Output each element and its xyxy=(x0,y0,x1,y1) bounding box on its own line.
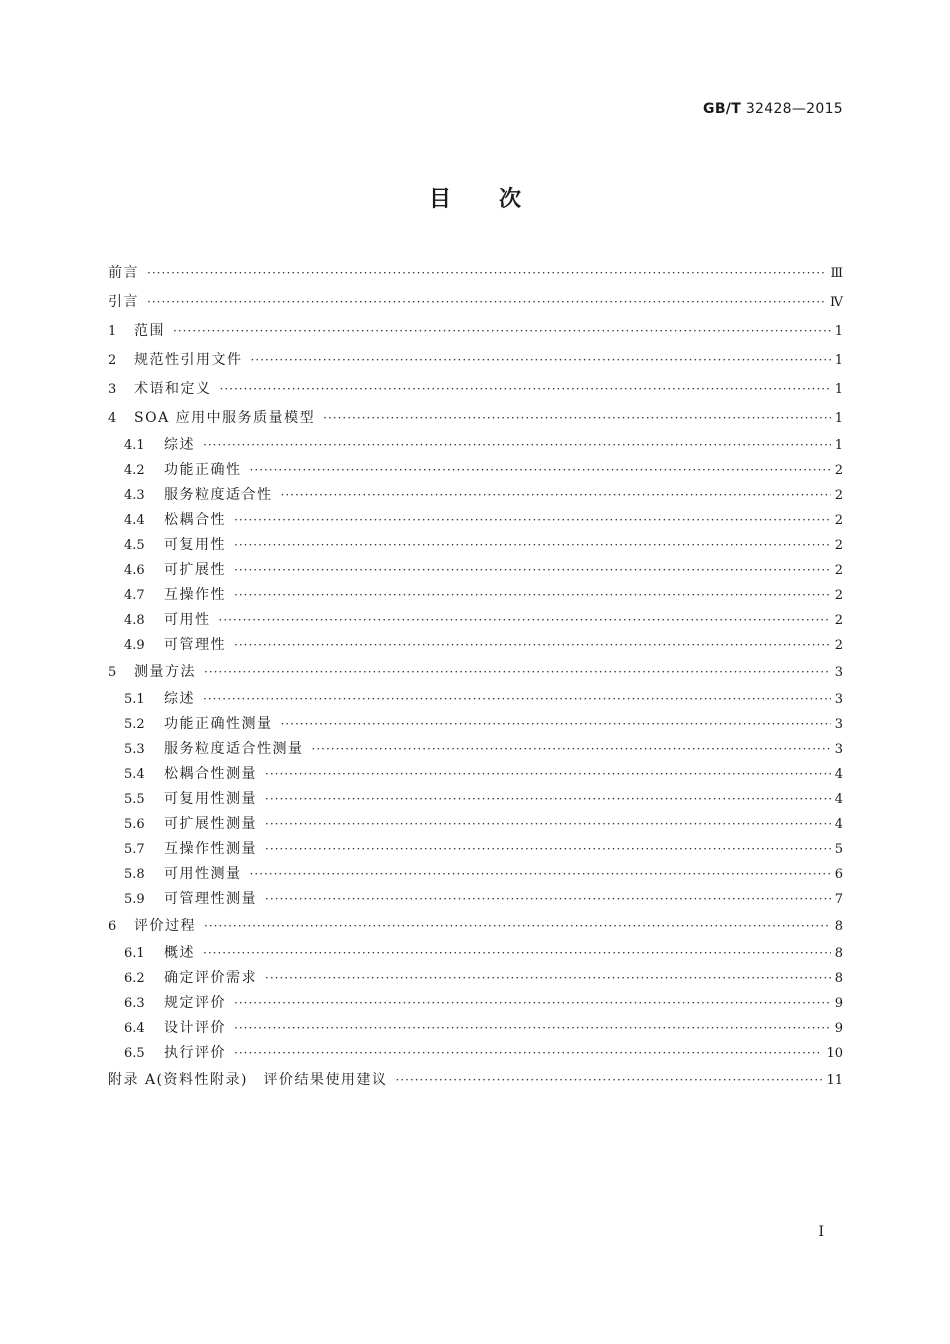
toc-entry-page: 2 xyxy=(834,538,843,553)
toc-leader-dots xyxy=(234,991,831,1016)
toc-entry-label: SOA 应用中服务质量模型 xyxy=(134,410,316,426)
toc-leader-dots xyxy=(204,912,831,941)
toc-entry[interactable] xyxy=(108,787,843,812)
toc-leader-dots xyxy=(265,787,831,812)
toc-entry-page: 1 xyxy=(834,411,843,426)
toc-entry-label: 设计评价 xyxy=(164,1020,226,1036)
toc-entry-page: Ⅳ xyxy=(830,295,843,310)
toc-entry-label: 互操作性 xyxy=(164,587,226,603)
toc-entry-number: 5.8 xyxy=(124,867,145,882)
toc-entry-number: 5.2 xyxy=(124,717,145,732)
toc-entry-number: 4.3 xyxy=(124,488,145,503)
toc-leader-dots xyxy=(234,533,831,558)
toc-entry-page: 1 xyxy=(834,382,843,397)
toc-entry[interactable] xyxy=(108,483,843,508)
toc-entry-number: 4.2 xyxy=(124,463,145,478)
toc-entry-label: 规范性引用文件 xyxy=(134,352,243,368)
toc-entry-number: 6.3 xyxy=(124,996,145,1011)
toc-entry[interactable] xyxy=(108,862,843,887)
toc-entry-page: 8 xyxy=(834,919,843,934)
toc-leader-dots xyxy=(250,458,831,483)
toc-entry[interactable] xyxy=(108,633,843,658)
toc-entry-page: 2 xyxy=(834,613,843,628)
toc-leader-dots xyxy=(234,1041,822,1066)
toc-entry-number: 2 xyxy=(108,353,117,368)
toc-entry-label: 可扩展性 xyxy=(164,562,226,578)
toc-entry-label: 可复用性 xyxy=(164,537,226,553)
toc-leader-dots xyxy=(234,583,831,608)
toc-entry-page: 5 xyxy=(834,842,843,857)
toc-entry[interactable] xyxy=(108,259,843,288)
toc-entry-number: 6.2 xyxy=(124,971,145,986)
toc-entry-page: 2 xyxy=(834,463,843,478)
toc-entry-page: Ⅲ xyxy=(830,266,843,281)
toc-entry[interactable] xyxy=(108,458,843,483)
toc-entry-page: 3 xyxy=(834,692,843,707)
toc-entry-page: 2 xyxy=(834,588,843,603)
toc-leader-dots xyxy=(220,375,831,404)
toc-entry-page: 3 xyxy=(834,665,843,680)
toc-entry-label: 可管理性 xyxy=(164,637,226,653)
toc-entry-label: 规定评价 xyxy=(164,995,226,1011)
toc-leader-dots xyxy=(265,887,831,912)
toc-entry-label: 概述 xyxy=(164,945,195,961)
toc-entry[interactable] xyxy=(108,375,843,404)
toc-entry[interactable] xyxy=(108,762,843,787)
toc-entry[interactable] xyxy=(108,687,843,712)
toc-leader-dots xyxy=(395,1066,822,1095)
table-of-contents xyxy=(108,259,843,1095)
toc-leader-dots xyxy=(250,862,831,887)
toc-leader-dots xyxy=(312,737,831,762)
toc-entry-number: 5 xyxy=(108,665,117,680)
toc-entry-page: 8 xyxy=(834,971,843,986)
toc-entry-page: 1 xyxy=(834,438,843,453)
toc-entry-page: 11 xyxy=(826,1073,843,1088)
toc-leader-dots xyxy=(234,1016,831,1041)
toc-entry[interactable] xyxy=(108,912,843,941)
toc-entry-label: 服务粒度适合性 xyxy=(164,487,273,503)
toc-entry-label: 评价过程 xyxy=(134,918,196,934)
toc-entry-page: 7 xyxy=(834,892,843,907)
toc-leader-dots xyxy=(234,558,831,583)
toc-entry-page: 9 xyxy=(834,1021,843,1036)
toc-entry-number: 4 xyxy=(108,411,117,426)
toc-leader-dots xyxy=(173,317,831,346)
toc-leader-dots xyxy=(203,687,831,712)
toc-entry-label: 功能正确性测量 xyxy=(164,716,273,732)
toc-entry[interactable] xyxy=(108,404,843,433)
toc-entry[interactable] xyxy=(108,508,843,533)
toc-leader-dots xyxy=(203,941,831,966)
toc-leader-dots xyxy=(219,608,831,633)
toc-leader-dots xyxy=(323,404,831,433)
toc-entry[interactable] xyxy=(108,1041,843,1066)
toc-entry-number: 6.5 xyxy=(124,1046,145,1061)
toc-leader-dots xyxy=(265,762,831,787)
toc-entry-page: 10 xyxy=(826,1046,843,1061)
toc-entry[interactable] xyxy=(108,887,843,912)
toc-entry[interactable] xyxy=(108,288,843,317)
toc-entry-number: 1 xyxy=(108,324,117,339)
toc-entry-label: 附录 A(资料性附录) 评价结果使用建议 xyxy=(108,1072,388,1088)
toc-entry-label: 引言 xyxy=(108,294,139,310)
toc-entry-number: 3 xyxy=(108,382,117,397)
toc-entry-number: 5.7 xyxy=(124,842,145,857)
toc-entry-label: 可扩展性测量 xyxy=(164,816,257,832)
toc-entry-number: 4.6 xyxy=(124,563,145,578)
toc-leader-dots xyxy=(281,483,831,508)
toc-entry-label: 可用性测量 xyxy=(164,866,242,882)
toc-entry-label: 术语和定义 xyxy=(134,381,212,397)
toc-entry-number: 5.9 xyxy=(124,892,145,907)
toc-entry-label: 可复用性测量 xyxy=(164,791,257,807)
toc-entry-label: 可管理性测量 xyxy=(164,891,257,907)
toc-entry-number: 4.5 xyxy=(124,538,145,553)
toc-entry-page: 2 xyxy=(834,488,843,503)
toc-entry-page: 2 xyxy=(834,638,843,653)
toc-entry[interactable] xyxy=(108,941,843,966)
toc-entry-number: 5.5 xyxy=(124,792,145,807)
toc-entry-number: 6.4 xyxy=(124,1021,145,1036)
toc-entry-label: 可用性 xyxy=(164,612,211,628)
toc-entry-label: 范围 xyxy=(134,323,165,339)
standard-number: 32428—2015 xyxy=(745,101,843,117)
toc-leader-dots xyxy=(204,658,831,687)
toc-entry[interactable] xyxy=(108,737,843,762)
toc-entry-number: 6.1 xyxy=(124,946,145,961)
toc-entry-number: 5.6 xyxy=(124,817,145,832)
toc-entry-page: 6 xyxy=(834,867,843,882)
toc-leader-dots xyxy=(265,812,831,837)
toc-entry-label: 互操作性测量 xyxy=(164,841,257,857)
toc-entry[interactable] xyxy=(108,583,843,608)
toc-entry[interactable] xyxy=(108,1016,843,1041)
toc-entry[interactable] xyxy=(108,608,843,633)
toc-entry[interactable] xyxy=(108,658,843,687)
toc-entry-label: 松耦合性测量 xyxy=(164,766,257,782)
toc-entry-page: 1 xyxy=(834,353,843,368)
toc-entry-page: 2 xyxy=(834,513,843,528)
toc-entry-number: 6 xyxy=(108,919,117,934)
toc-leader-dots xyxy=(281,712,831,737)
page-title: 目次 xyxy=(428,187,569,212)
standard-code xyxy=(703,101,843,117)
toc-entry-label: 执行评价 xyxy=(164,1045,226,1061)
toc-entry-number: 4.7 xyxy=(124,588,145,603)
toc-entry-page: 4 xyxy=(834,792,843,807)
toc-entry-label: 综述 xyxy=(164,691,195,707)
toc-entry-page: 3 xyxy=(834,717,843,732)
toc-entry[interactable] xyxy=(108,558,843,583)
toc-entry-page: 4 xyxy=(834,817,843,832)
toc-leader-dots xyxy=(265,837,831,862)
toc-entry[interactable] xyxy=(108,837,843,862)
toc-entry[interactable] xyxy=(108,991,843,1016)
toc-entry-number: 5.3 xyxy=(124,742,145,757)
toc-leader-dots xyxy=(234,508,831,533)
toc-entry-number: 5.4 xyxy=(124,767,145,782)
toc-leader-dots xyxy=(147,259,826,288)
toc-entry[interactable] xyxy=(108,812,843,837)
toc-entry[interactable] xyxy=(108,1066,843,1095)
toc-entry[interactable] xyxy=(108,712,843,737)
toc-entry-number: 5.1 xyxy=(124,692,145,707)
toc-entry-page: 4 xyxy=(834,767,843,782)
toc-entry-number: 4.1 xyxy=(124,438,145,453)
toc-entry-label: 综述 xyxy=(164,437,195,453)
toc-entry-label: 服务粒度适合性测量 xyxy=(164,741,304,757)
toc-entry-label: 测量方法 xyxy=(134,664,196,680)
toc-entry[interactable] xyxy=(108,346,843,375)
toc-entry-number: 4.9 xyxy=(124,638,145,653)
toc-entry-page: 2 xyxy=(834,563,843,578)
toc-entry[interactable] xyxy=(108,966,843,991)
toc-entry-label: 功能正确性 xyxy=(164,462,242,478)
toc-entry-label: 确定评价需求 xyxy=(164,970,257,986)
standard-prefix: GB/T xyxy=(703,101,742,117)
toc-entry[interactable] xyxy=(108,533,843,558)
toc-entry-page: 1 xyxy=(834,324,843,339)
toc-entry-page: 8 xyxy=(834,946,843,961)
toc-entry-page: 9 xyxy=(834,996,843,1011)
toc-leader-dots xyxy=(251,346,831,375)
toc-leader-dots xyxy=(147,288,826,317)
toc-leader-dots xyxy=(265,966,831,991)
toc-entry-page: 3 xyxy=(834,742,843,757)
toc-leader-dots xyxy=(203,433,831,458)
toc-entry-label: 前言 xyxy=(108,265,139,281)
toc-leader-dots xyxy=(234,633,831,658)
toc-entry[interactable] xyxy=(108,433,843,458)
toc-entry-number: 4.8 xyxy=(124,613,145,628)
toc-entry[interactable] xyxy=(108,317,843,346)
toc-entry-number: 4.4 xyxy=(124,513,145,528)
page-folio: Ⅰ xyxy=(818,1224,824,1240)
toc-entry-label: 松耦合性 xyxy=(164,512,226,528)
